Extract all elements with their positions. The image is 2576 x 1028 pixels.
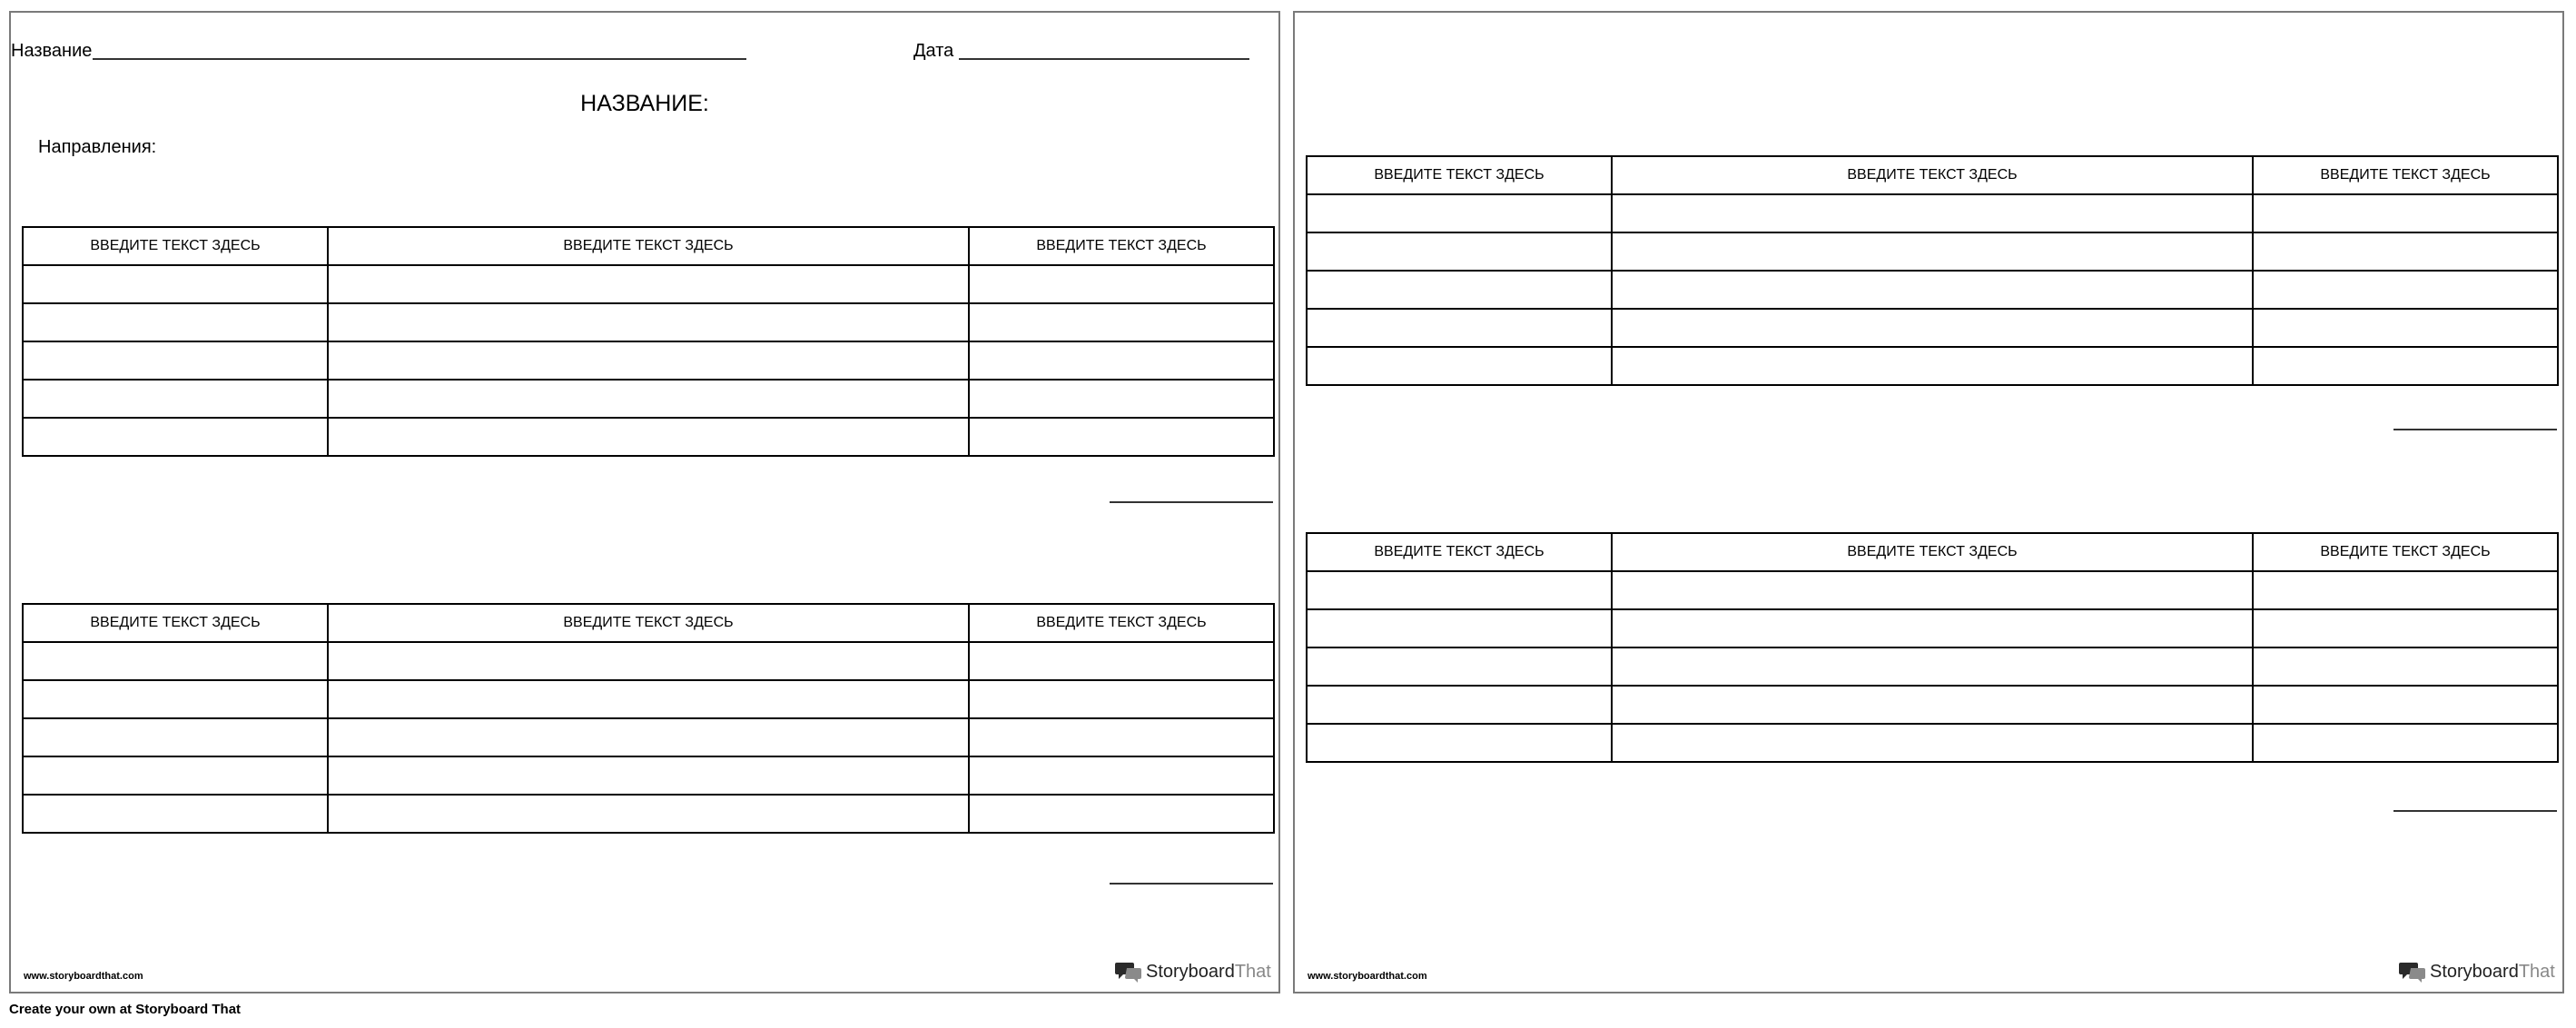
table-cell[interactable]: [23, 341, 328, 380]
column-header[interactable]: ВВЕДИТЕ ТЕКСТ ЗДЕСЬ: [1307, 533, 1612, 571]
table-cell[interactable]: [969, 756, 1274, 795]
table-cell[interactable]: [969, 341, 1274, 380]
table-cell[interactable]: [23, 756, 328, 795]
storyboardthat-logo[interactable]: [1115, 961, 1271, 983]
column-header[interactable]: ВВЕДИТЕ ТЕКСТ ЗДЕСЬ: [23, 604, 328, 642]
table-cell[interactable]: [1307, 194, 1612, 232]
logo-that: That: [1234, 962, 1271, 982]
answer-line-4[interactable]: [2393, 810, 2557, 812]
table-row: [1307, 347, 2558, 385]
table-header-row: [1307, 156, 2558, 194]
answer-line-3[interactable]: [2393, 429, 2557, 430]
table-cell[interactable]: [23, 795, 328, 833]
table-cell[interactable]: [969, 265, 1274, 303]
table-header-row: [23, 227, 1274, 265]
table-cell[interactable]: [1307, 232, 1612, 271]
table-row: [23, 380, 1274, 418]
table-row: [1307, 647, 2558, 686]
table-cell[interactable]: [2253, 647, 2558, 686]
table-cell[interactable]: [1612, 686, 2253, 724]
table-header-row: [23, 604, 1274, 642]
table-row: [23, 642, 1274, 680]
table-cell[interactable]: [1307, 647, 1612, 686]
table-header-row: [1307, 533, 2558, 571]
table-cell[interactable]: [1612, 309, 2253, 347]
column-header[interactable]: ВВЕДИТЕ ТЕКСТ ЗДЕСЬ: [1307, 156, 1612, 194]
logo-that: That: [2518, 962, 2555, 982]
table-cell[interactable]: [328, 303, 969, 341]
column-header[interactable]: ВВЕДИТЕ ТЕКСТ ЗДЕСЬ: [1612, 156, 2253, 194]
column-header[interactable]: ВВЕДИТЕ ТЕКСТ ЗДЕСЬ: [23, 227, 328, 265]
table-cell[interactable]: [969, 642, 1274, 680]
page-title: НАЗВАНИЕ:: [580, 91, 709, 116]
table-4: [1306, 532, 2559, 763]
logo-story: Storyboard: [1146, 962, 1235, 982]
answer-line-2[interactable]: [1110, 883, 1273, 885]
worksheet-page-1: [9, 11, 1280, 993]
table-row: [23, 718, 1274, 756]
table-cell[interactable]: [2253, 271, 2558, 309]
logo-story: Storyboard: [2430, 962, 2519, 982]
column-header[interactable]: ВВЕДИТЕ ТЕКСТ ЗДЕСЬ: [969, 227, 1274, 265]
table-3: [1306, 155, 2559, 386]
table-1: [22, 226, 1275, 457]
column-header[interactable]: ВВЕДИТЕ ТЕКСТ ЗДЕСЬ: [1612, 533, 2253, 571]
table-cell[interactable]: [1612, 724, 2253, 762]
table-cell[interactable]: [328, 341, 969, 380]
table-cell[interactable]: [1307, 609, 1612, 647]
column-header[interactable]: ВВЕДИТЕ ТЕКСТ ЗДЕСЬ: [969, 604, 1274, 642]
table-2: [22, 603, 1275, 834]
table-cell[interactable]: [1307, 309, 1612, 347]
table-row: [23, 680, 1274, 718]
table-cell[interactable]: [969, 718, 1274, 756]
worksheet-page-2: [1293, 11, 2564, 993]
table-cell[interactable]: [328, 642, 969, 680]
directions-label: Направления:: [38, 137, 157, 157]
table-cell[interactable]: [23, 265, 328, 303]
table-cell[interactable]: [2253, 232, 2558, 271]
table-cell[interactable]: [1307, 347, 1612, 385]
table-cell[interactable]: [328, 380, 969, 418]
table-cell[interactable]: [1612, 194, 2253, 232]
table-row: [1307, 571, 2558, 609]
table-row: [1307, 724, 2558, 762]
column-header[interactable]: ВВЕДИТЕ ТЕКСТ ЗДЕСЬ: [2253, 533, 2558, 571]
date-label: Дата: [913, 41, 954, 61]
site-url[interactable]: www.storyboardthat.com: [1308, 971, 1427, 982]
table-row: [23, 341, 1274, 380]
table-cell[interactable]: [328, 418, 969, 456]
table-cell[interactable]: [1612, 271, 2253, 309]
table-cell[interactable]: [328, 756, 969, 795]
table-cell[interactable]: [1612, 232, 2253, 271]
column-header[interactable]: ВВЕДИТЕ ТЕКСТ ЗДЕСЬ: [328, 227, 969, 265]
table-row: [1307, 609, 2558, 647]
table-cell[interactable]: [23, 380, 328, 418]
table-cell[interactable]: [23, 303, 328, 341]
table-cell[interactable]: [1612, 647, 2253, 686]
answer-line-1[interactable]: [1110, 501, 1273, 503]
table-row: [1307, 271, 2558, 309]
table-cell[interactable]: [2253, 194, 2558, 232]
table-cell[interactable]: [23, 680, 328, 718]
create-your-own-link[interactable]: Create your own at Storyboard That: [9, 1002, 242, 1017]
table-cell[interactable]: [969, 380, 1274, 418]
storyboardthat-logo[interactable]: [2399, 961, 2555, 983]
table-cell[interactable]: [1612, 609, 2253, 647]
table-cell[interactable]: [23, 642, 328, 680]
table-row: [1307, 309, 2558, 347]
table-cell[interactable]: [969, 795, 1274, 833]
table-cell[interactable]: [2253, 609, 2558, 647]
column-header[interactable]: ВВЕДИТЕ ТЕКСТ ЗДЕСЬ: [2253, 156, 2558, 194]
table-cell[interactable]: [1307, 271, 1612, 309]
table-cell[interactable]: [1307, 686, 1612, 724]
speech-bubbles-icon: [1115, 961, 1142, 983]
table-cell[interactable]: [2253, 347, 2558, 385]
table-row: [23, 795, 1274, 833]
table-cell[interactable]: [2253, 724, 2558, 762]
table-cell[interactable]: [2253, 686, 2558, 724]
column-header[interactable]: ВВЕДИТЕ ТЕКСТ ЗДЕСЬ: [328, 604, 969, 642]
table-cell[interactable]: [328, 795, 969, 833]
name-line[interactable]: [93, 58, 746, 60]
table-row: [23, 756, 1274, 795]
table-row: [23, 418, 1274, 456]
table-cell[interactable]: [1612, 347, 2253, 385]
table-cell[interactable]: [328, 680, 969, 718]
table-cell[interactable]: [1307, 571, 1612, 609]
site-url[interactable]: www.storyboardthat.com: [24, 971, 143, 982]
date-line[interactable]: [959, 58, 1249, 60]
table-cell[interactable]: [1307, 724, 1612, 762]
table-cell[interactable]: [23, 418, 328, 456]
table-row: [1307, 232, 2558, 271]
table-cell[interactable]: [969, 418, 1274, 456]
table-cell[interactable]: [2253, 571, 2558, 609]
table-cell[interactable]: [328, 265, 969, 303]
table-cell[interactable]: [2253, 309, 2558, 347]
table-cell[interactable]: [1612, 571, 2253, 609]
table-row: [23, 303, 1274, 341]
table-row: [23, 265, 1274, 303]
speech-bubbles-icon: [2399, 961, 2426, 983]
table-cell[interactable]: [969, 303, 1274, 341]
table-cell[interactable]: [23, 718, 328, 756]
table-cell[interactable]: [328, 718, 969, 756]
table-row: [1307, 194, 2558, 232]
name-label: Название: [11, 41, 93, 61]
table-row: [1307, 686, 2558, 724]
table-cell[interactable]: [969, 680, 1274, 718]
